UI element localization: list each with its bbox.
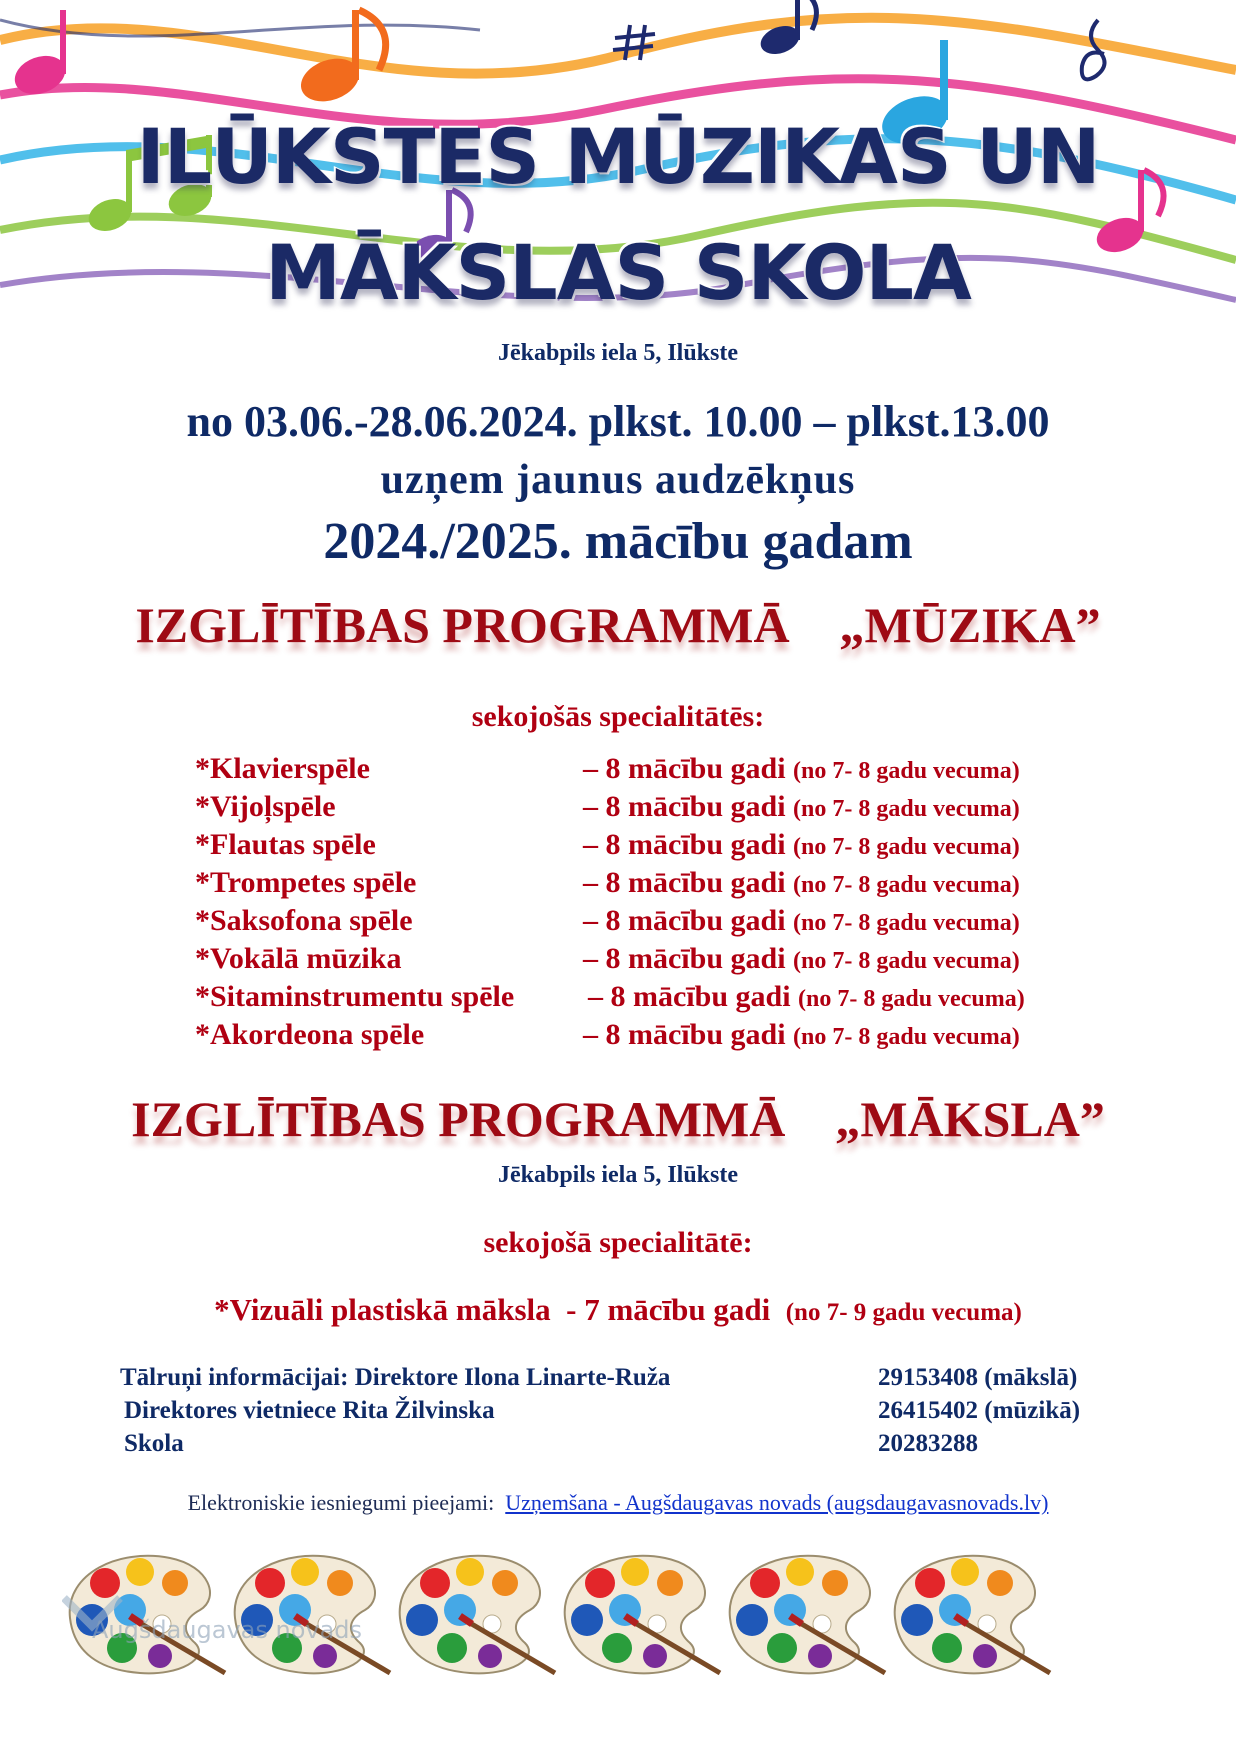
- school-title-line2: MĀKSLAS SKOLA: [265, 228, 971, 317]
- specialty-duration: – 8 mācību gadi (no 7- 8 gadu vecuma): [583, 828, 1020, 861]
- electronic-applications-label: Elektroniskie iesniegumi pieejami:: [187, 1490, 495, 1515]
- specialty-name: *Saksofona spēle: [195, 904, 413, 937]
- list-item: [0, 866, 1236, 904]
- specialty-duration: – 8 mācību gadi (no 7- 8 gadu vecuma): [583, 1018, 1020, 1051]
- list-item: [0, 752, 1236, 790]
- palette-icon: [565, 1556, 720, 1674]
- specialty-name: *Akordeona spēle: [195, 1018, 425, 1051]
- list-item: [0, 904, 1236, 942]
- specialty-duration: – 8 mācību gadi (no 7- 8 gadu vecuma): [583, 942, 1020, 975]
- art-specialty-subtitle: sekojošā specialitātē:: [483, 1226, 753, 1259]
- specialty-name: *Sitaminstrumentu spēle: [195, 980, 515, 1013]
- palette-icon: [730, 1556, 885, 1674]
- list-item: [0, 790, 1236, 828]
- specialty-name: *Vokālā mūzika: [195, 942, 402, 975]
- treble-clef-icon: [1082, 20, 1105, 79]
- specialty-name: *Trompetes spēle: [195, 866, 417, 899]
- music-program-heading: IZGLĪTĪBAS PROGRAMMĀ „MŪZIKA”: [135, 597, 1101, 653]
- list-item: [0, 942, 1236, 980]
- contact-deputy: Direktores vietniece Rita Žilvinska: [124, 1397, 495, 1424]
- admissions-link[interactable]: Uzņemšana - Augšdaugavas novads (augsdaugavasnovads.lv): [505, 1490, 1049, 1515]
- school-title-line1: ILŪKSTES MŪZIKAS UN: [136, 112, 1100, 201]
- watermark-text: Augšdaugavas novads: [92, 1616, 363, 1644]
- specialty-duration: – 8 mācību gadi (no 7- 8 gadu vecuma): [583, 752, 1020, 785]
- contact-school-phone: 20283288: [878, 1430, 978, 1457]
- specialty-name: *Klavierspēle: [195, 752, 370, 785]
- specialty-name: *Vijoļspēle: [195, 790, 336, 823]
- school-address: Jēkabpils iela 5, Ilūkste: [497, 340, 739, 366]
- art-program-heading: IZGLĪTĪBAS PROGRAMMĀ „MĀKSLA”: [131, 1091, 1105, 1147]
- specialty-duration: – 8 mācību gadi (no 7- 8 gadu vecuma): [583, 866, 1020, 899]
- specialty-duration: – 8 mācību gadi (no 7- 8 gadu vecuma): [583, 790, 1020, 823]
- list-item: [0, 1018, 1236, 1056]
- electronic-applications-line: [0, 1490, 1236, 1516]
- watermark-logo: [62, 1588, 382, 1658]
- contact-director-phone: 29153408 (mākslā): [878, 1364, 1078, 1391]
- palette-icon: [400, 1556, 555, 1674]
- art-address: Jēkabpils iela 5, Ilūkste: [497, 1162, 739, 1188]
- art-specialty: *Vizuāli plastiskā māksla - 7 mācību gadi (no 7- 9 gadu vecuma): [214, 1292, 1022, 1327]
- contact-school: Skola: [124, 1430, 184, 1457]
- admission-statement: uzņem jaunus audzēkņus: [380, 457, 856, 503]
- list-item: [0, 980, 1236, 1018]
- list-item: [0, 828, 1236, 866]
- contact-director: Tālruņi informācijai: Direktore Ilona Linarte-Ruža: [120, 1364, 671, 1391]
- contact-deputy-phone: 26415402 (mūzikā): [878, 1397, 1081, 1424]
- admission-dates: no 03.06.-28.06.2024. plkst. 10.00 – plkst.13.00: [186, 397, 1050, 446]
- palette-icon: [895, 1556, 1050, 1674]
- specialty-duration: – 8 mācību gadi (no 7- 8 gadu vecuma): [588, 980, 1025, 1013]
- academic-year: 2024./2025. mācību gadam: [323, 513, 913, 570]
- music-specialties-subtitle: sekojošās specialitātēs:: [471, 700, 765, 733]
- specialty-duration: – 8 mācību gadi (no 7- 8 gadu vecuma): [583, 904, 1020, 937]
- specialty-name: *Flautas spēle: [195, 828, 376, 861]
